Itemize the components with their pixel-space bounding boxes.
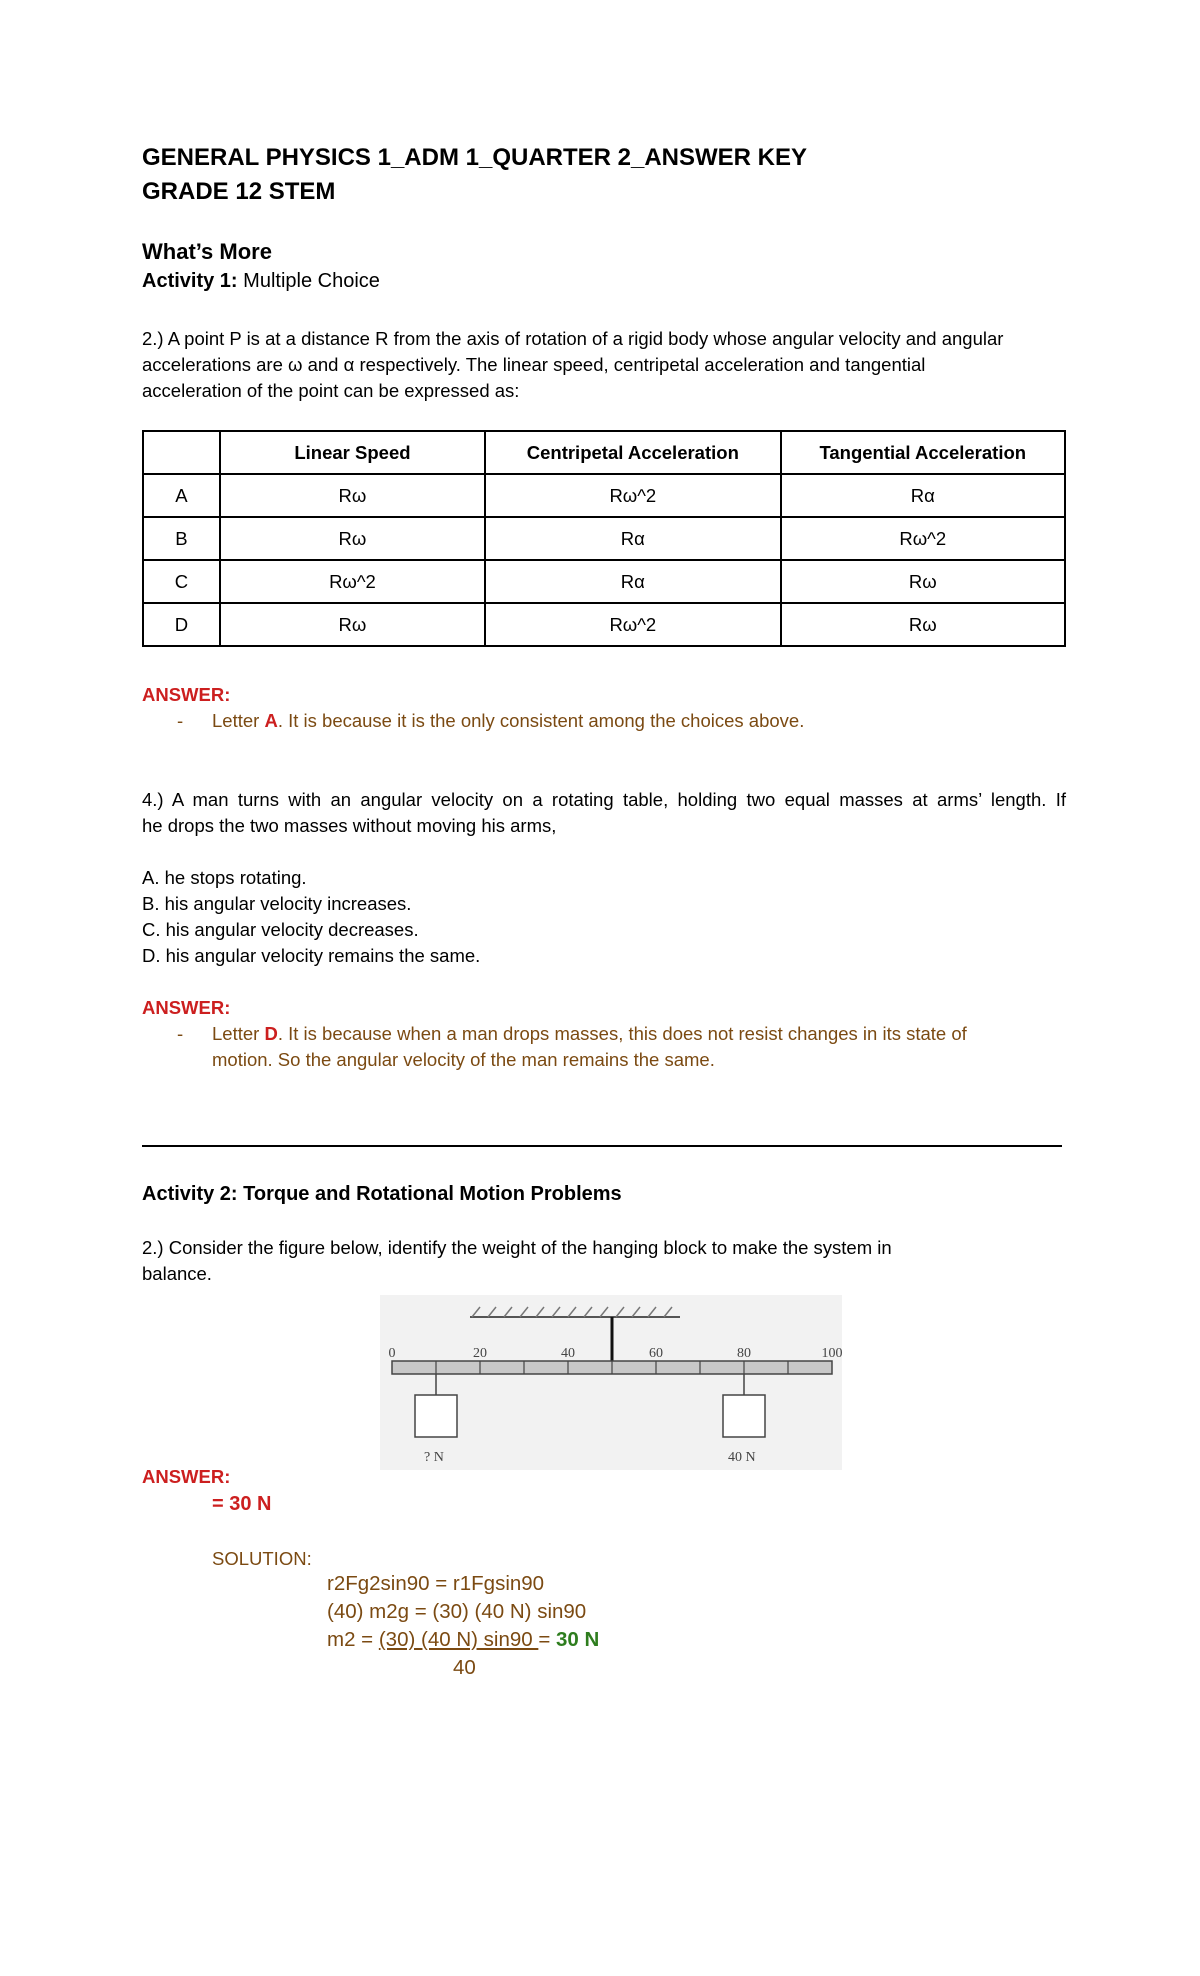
tick-label: 40: [561, 1346, 575, 1361]
left-block-label: ? N: [424, 1450, 444, 1465]
table-header-cell: Centripetal Acceleration: [485, 431, 780, 474]
solution-line: (40) m2g = (30) (40 N) sin90: [327, 1600, 587, 1623]
question-2-line: 2.) A point P is at a distance R from the axis of rotation of a rigid body whose angular velocity and angular: [142, 328, 1004, 349]
table-cell: Rω^2: [485, 474, 780, 517]
choices-table: [142, 430, 1066, 647]
table-row: [143, 603, 1065, 646]
section-divider: [142, 1145, 1062, 1147]
solution-line: r2Fg2sin90 = r1Fgsin90: [327, 1572, 545, 1595]
activity1-label: Activity 1:: [142, 270, 238, 292]
activity1-heading: [142, 268, 380, 294]
activity2-question: [142, 1235, 892, 1287]
choice-item: B. his angular velocity increases.: [142, 893, 412, 914]
table-cell: Rω: [781, 603, 1065, 646]
table-cell: B: [143, 517, 220, 560]
table-row: [143, 560, 1065, 603]
question-line: 2.) Consider the figure below, identify the weight of the hanging block to make the system in: [142, 1237, 892, 1258]
bullet-dash: -: [177, 1023, 184, 1044]
question-4-line: he drops the two masses without moving his arms,: [142, 815, 557, 836]
solution-line: [327, 1626, 599, 1654]
table-cell: Rω: [781, 560, 1065, 603]
answer-prefix: Letter: [212, 1023, 265, 1044]
table-row: [143, 474, 1065, 517]
table-cell: C: [143, 560, 220, 603]
solution-equals: =: [538, 1628, 557, 1651]
table-cell: Rα: [781, 474, 1065, 517]
section-heading: What’s More: [142, 239, 272, 264]
bullet-dash: -: [177, 710, 184, 731]
beam-figure: [380, 1295, 842, 1470]
table-header-cell: Linear Speed: [220, 431, 485, 474]
table-cell: Rω^2: [781, 517, 1065, 560]
table-cell: D: [143, 603, 220, 646]
activity1-name: Multiple Choice: [243, 270, 380, 292]
right-block: [723, 1395, 765, 1437]
answer-text: . It is because when a man drops masses, this does not resist changes in its state of: [277, 1023, 967, 1044]
table-cell: Rω^2: [485, 603, 780, 646]
tick-label: 20: [473, 1346, 487, 1361]
solution-label: SOLUTION:: [212, 1548, 312, 1569]
answer-label: ANSWER:: [142, 997, 231, 1018]
solution-denominator: 40: [453, 1656, 476, 1679]
document-title: GENERAL PHYSICS 1_ADM 1_QUARTER 2_ANSWER KEY: [142, 144, 808, 171]
right-block-label: 40 N: [728, 1450, 756, 1465]
table-cell: Rω: [220, 603, 485, 646]
question-2: [142, 326, 1003, 404]
left-block: [415, 1395, 457, 1437]
table-header-cell: [143, 431, 220, 474]
solution-result: 30 N: [556, 1628, 600, 1651]
table-cell: Rα: [485, 560, 780, 603]
table-cell: Rα: [485, 517, 780, 560]
answer-explanation: [212, 708, 804, 734]
tick-label: 80: [737, 1346, 751, 1361]
answer-label: ANSWER:: [142, 684, 231, 705]
solution-numerator: (30) (40 N) sin90: [378, 1628, 539, 1651]
tick-label: 100: [821, 1346, 842, 1361]
answer-text: motion. So the angular velocity of the man remains the same.: [212, 1049, 715, 1070]
tick-label: 60: [649, 1346, 663, 1361]
beam-diagram: [380, 1295, 842, 1470]
table-header-row: [143, 431, 1065, 474]
question-line: balance.: [142, 1263, 212, 1284]
question-4: [142, 787, 1066, 839]
table-cell: Rω: [220, 517, 485, 560]
table-row: [143, 517, 1065, 560]
choice-item: A. he stops rotating.: [142, 867, 307, 888]
question-4-line: 4.) A man turns with an angular velocity on a rotating table, holding two equal masses at arms’ length. If: [142, 789, 1066, 810]
question-2-line: acceleration of the point can be expressed as:: [142, 380, 520, 401]
answer-letter: A: [264, 710, 278, 731]
table-cell: Rω: [220, 474, 485, 517]
ceiling-hatching: [472, 1307, 672, 1317]
document-subtitle: GRADE 12 STEM: [142, 178, 336, 205]
answer-letter: D: [264, 1023, 278, 1044]
solution-prefix: m2 =: [327, 1628, 379, 1651]
activity2-heading: Activity 2: Torque and Rotational Motion Problems: [142, 1183, 622, 1205]
tick-label: 0: [388, 1346, 396, 1361]
table-cell: A: [143, 474, 220, 517]
question-2-line: accelerations are ω and α respectively. The linear speed, centripetal acceleration and tangential: [142, 354, 926, 375]
answer-label: ANSWER:: [142, 1466, 231, 1487]
question-4-choices: [142, 865, 480, 969]
table-header-cell: Tangential Acceleration: [781, 431, 1065, 474]
choice-item: C. his angular velocity decreases.: [142, 919, 419, 940]
answer-explanation: [212, 1021, 1052, 1073]
answer-value: = 30 N: [212, 1493, 272, 1515]
table-cell: Rω^2: [220, 560, 485, 603]
choice-item: D. his angular velocity remains the same.: [142, 945, 481, 966]
answer-text: . It is because it is the only consistent among the choices above.: [277, 710, 805, 731]
answer-prefix: Letter: [212, 710, 265, 731]
